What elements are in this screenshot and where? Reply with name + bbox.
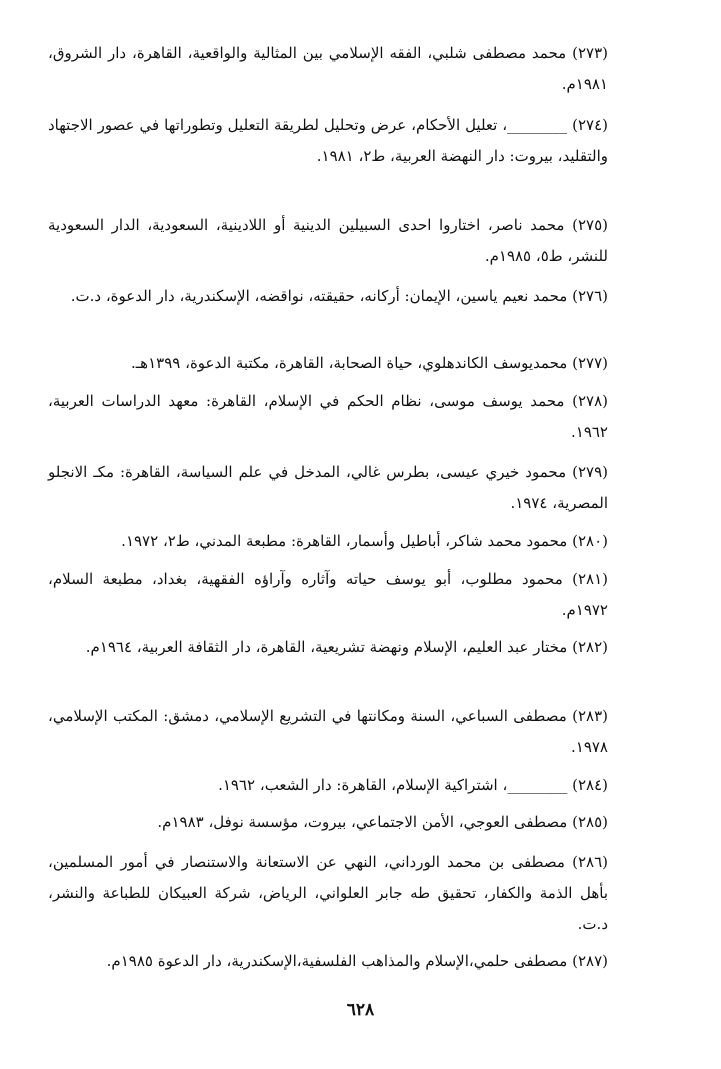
entry-number: (٢٧٨) [572, 392, 608, 410]
entry-number: (٢٨٦) [572, 853, 608, 871]
entry-text: ________، اشتراكية الإسلام، القاهرة: دار الشعب، ١٩٦٢. [218, 776, 568, 794]
bibliography-entry-280 [48, 526, 608, 557]
entry-number: (٢٨١) [572, 570, 608, 588]
entry-number: (٢٨٣) [572, 707, 608, 725]
entry-text: مصطفى حلمي،الإسلام والمذاهب الفلسفية،الإسكندرية، دار الدعوة ١٩٨٥م. [106, 952, 568, 970]
bibliography-entry-281 [48, 564, 608, 626]
bibliography-entry-275 [48, 210, 608, 272]
bibliography-entry-287 [48, 946, 608, 977]
entry-text: محمود مطلوب، أبو يوسف حياته وآثاره وآراؤه الفقهية، بغداد، مطبعة السلام، ١٩٧٢م. [48, 570, 608, 619]
entry-text: محمود خيري عيسى، بطرس غالي، المدخل في علم السياسة، القاهرة: مكـ الانجلو المصرية، ١٩٧٤. [48, 463, 608, 512]
bibliography-entry-284 [48, 770, 608, 801]
bibliography-entry-276 [48, 281, 608, 312]
entry-text: ________، تعليل الأحكام، عرض وتحليل لطريقة التعليل وتطوراتها في عصور الاجتهاد والتقليد، بيروت: دار النهضة العربية، ط٢، ١٩٨١. [48, 116, 608, 165]
entry-text: محمديوسف الكاندهلوي، حياة الصحابة، القاهرة، مكتبة الدعوة، ١٣٩٩هـ. [131, 354, 568, 372]
entry-text: مصطفى بن محمد الورداني، النهي عن الاستعانة والاستنصار في أمور المسلمين، بأهل الذمة والكفار، تحقيق طه جابر العلواني، الرياض، شركة العبيكان للطباعة والنشر، د.ت. [48, 853, 608, 933]
bibliography-entry-282 [48, 632, 608, 663]
entry-number: (٢٧٦) [572, 287, 608, 305]
bibliography-entry-279 [48, 457, 608, 519]
entry-text: مصطفى العوجي، الأمن الاجتماعي، بيروت، مؤسسة نوفل، ١٩٨٣م. [157, 813, 568, 831]
bibliography-entry-286 [48, 847, 608, 940]
entry-number: (٢٨٧) [572, 952, 608, 970]
bibliography-entry-274 [48, 110, 608, 172]
entry-text: مصطفى السباعي، السنة ومكانتها في التشريع الإسلامي، دمشق: المكتب الإسلامي، ١٩٧٨. [48, 707, 608, 756]
entry-text: محمد مصطفى شلبي، الفقه الإسلامي بين المثالية والواقعية، القاهرة، دار الشروق، ١٩٨١م. [48, 44, 608, 93]
entry-text: محمود محمد شاكر، أباطيل وأسمار، القاهرة: مطبعة المدني، ط٢، ١٩٧٢. [121, 532, 568, 550]
bibliography-entry-285 [48, 807, 608, 838]
entry-text: محمد نعيم ياسين، الإيمان: أركانه، حقيقته، نواقضه، الإسكندرية، دار الدعوة، د.ت. [70, 287, 568, 305]
entry-number: (٢٨٥) [572, 813, 608, 831]
page-number: ٦٢٨ [346, 1000, 375, 1020]
entry-number: (٢٧٩) [572, 463, 608, 481]
entry-text: محمد يوسف موسى، نظام الحكم في الإسلام، القاهرة: معهد الدراسات العربية، ١٩٦٢. [48, 392, 608, 441]
bibliography-entry-283 [48, 701, 608, 763]
entry-number: (٢٧٣) [572, 44, 608, 62]
entry-number: (٢٨٢) [572, 638, 608, 656]
entry-number: (٢٨٠) [572, 532, 608, 550]
entry-number: (٢٨٤) [572, 776, 608, 794]
entry-number: (٢٧٤) [572, 116, 608, 134]
entry-text: مختار عبد العليم، الإسلام ونهضة تشريعية، القاهرة، دار الثقافة العربية، ١٩٦٤م. [85, 638, 568, 656]
entry-number: (٢٧٥) [572, 216, 608, 234]
bibliography-entry-278 [48, 386, 608, 448]
entry-text: محمد ناصر، اختاروا احدى السبيلين الدينية أو اللادينية، السعودية، الدار السعودية للنشر، ط٥، ١٩٨٥م. [48, 216, 608, 265]
entry-number: (٢٧٧) [572, 354, 608, 372]
bibliography-entry-273 [48, 38, 608, 100]
bibliography-entry-277 [48, 348, 608, 379]
